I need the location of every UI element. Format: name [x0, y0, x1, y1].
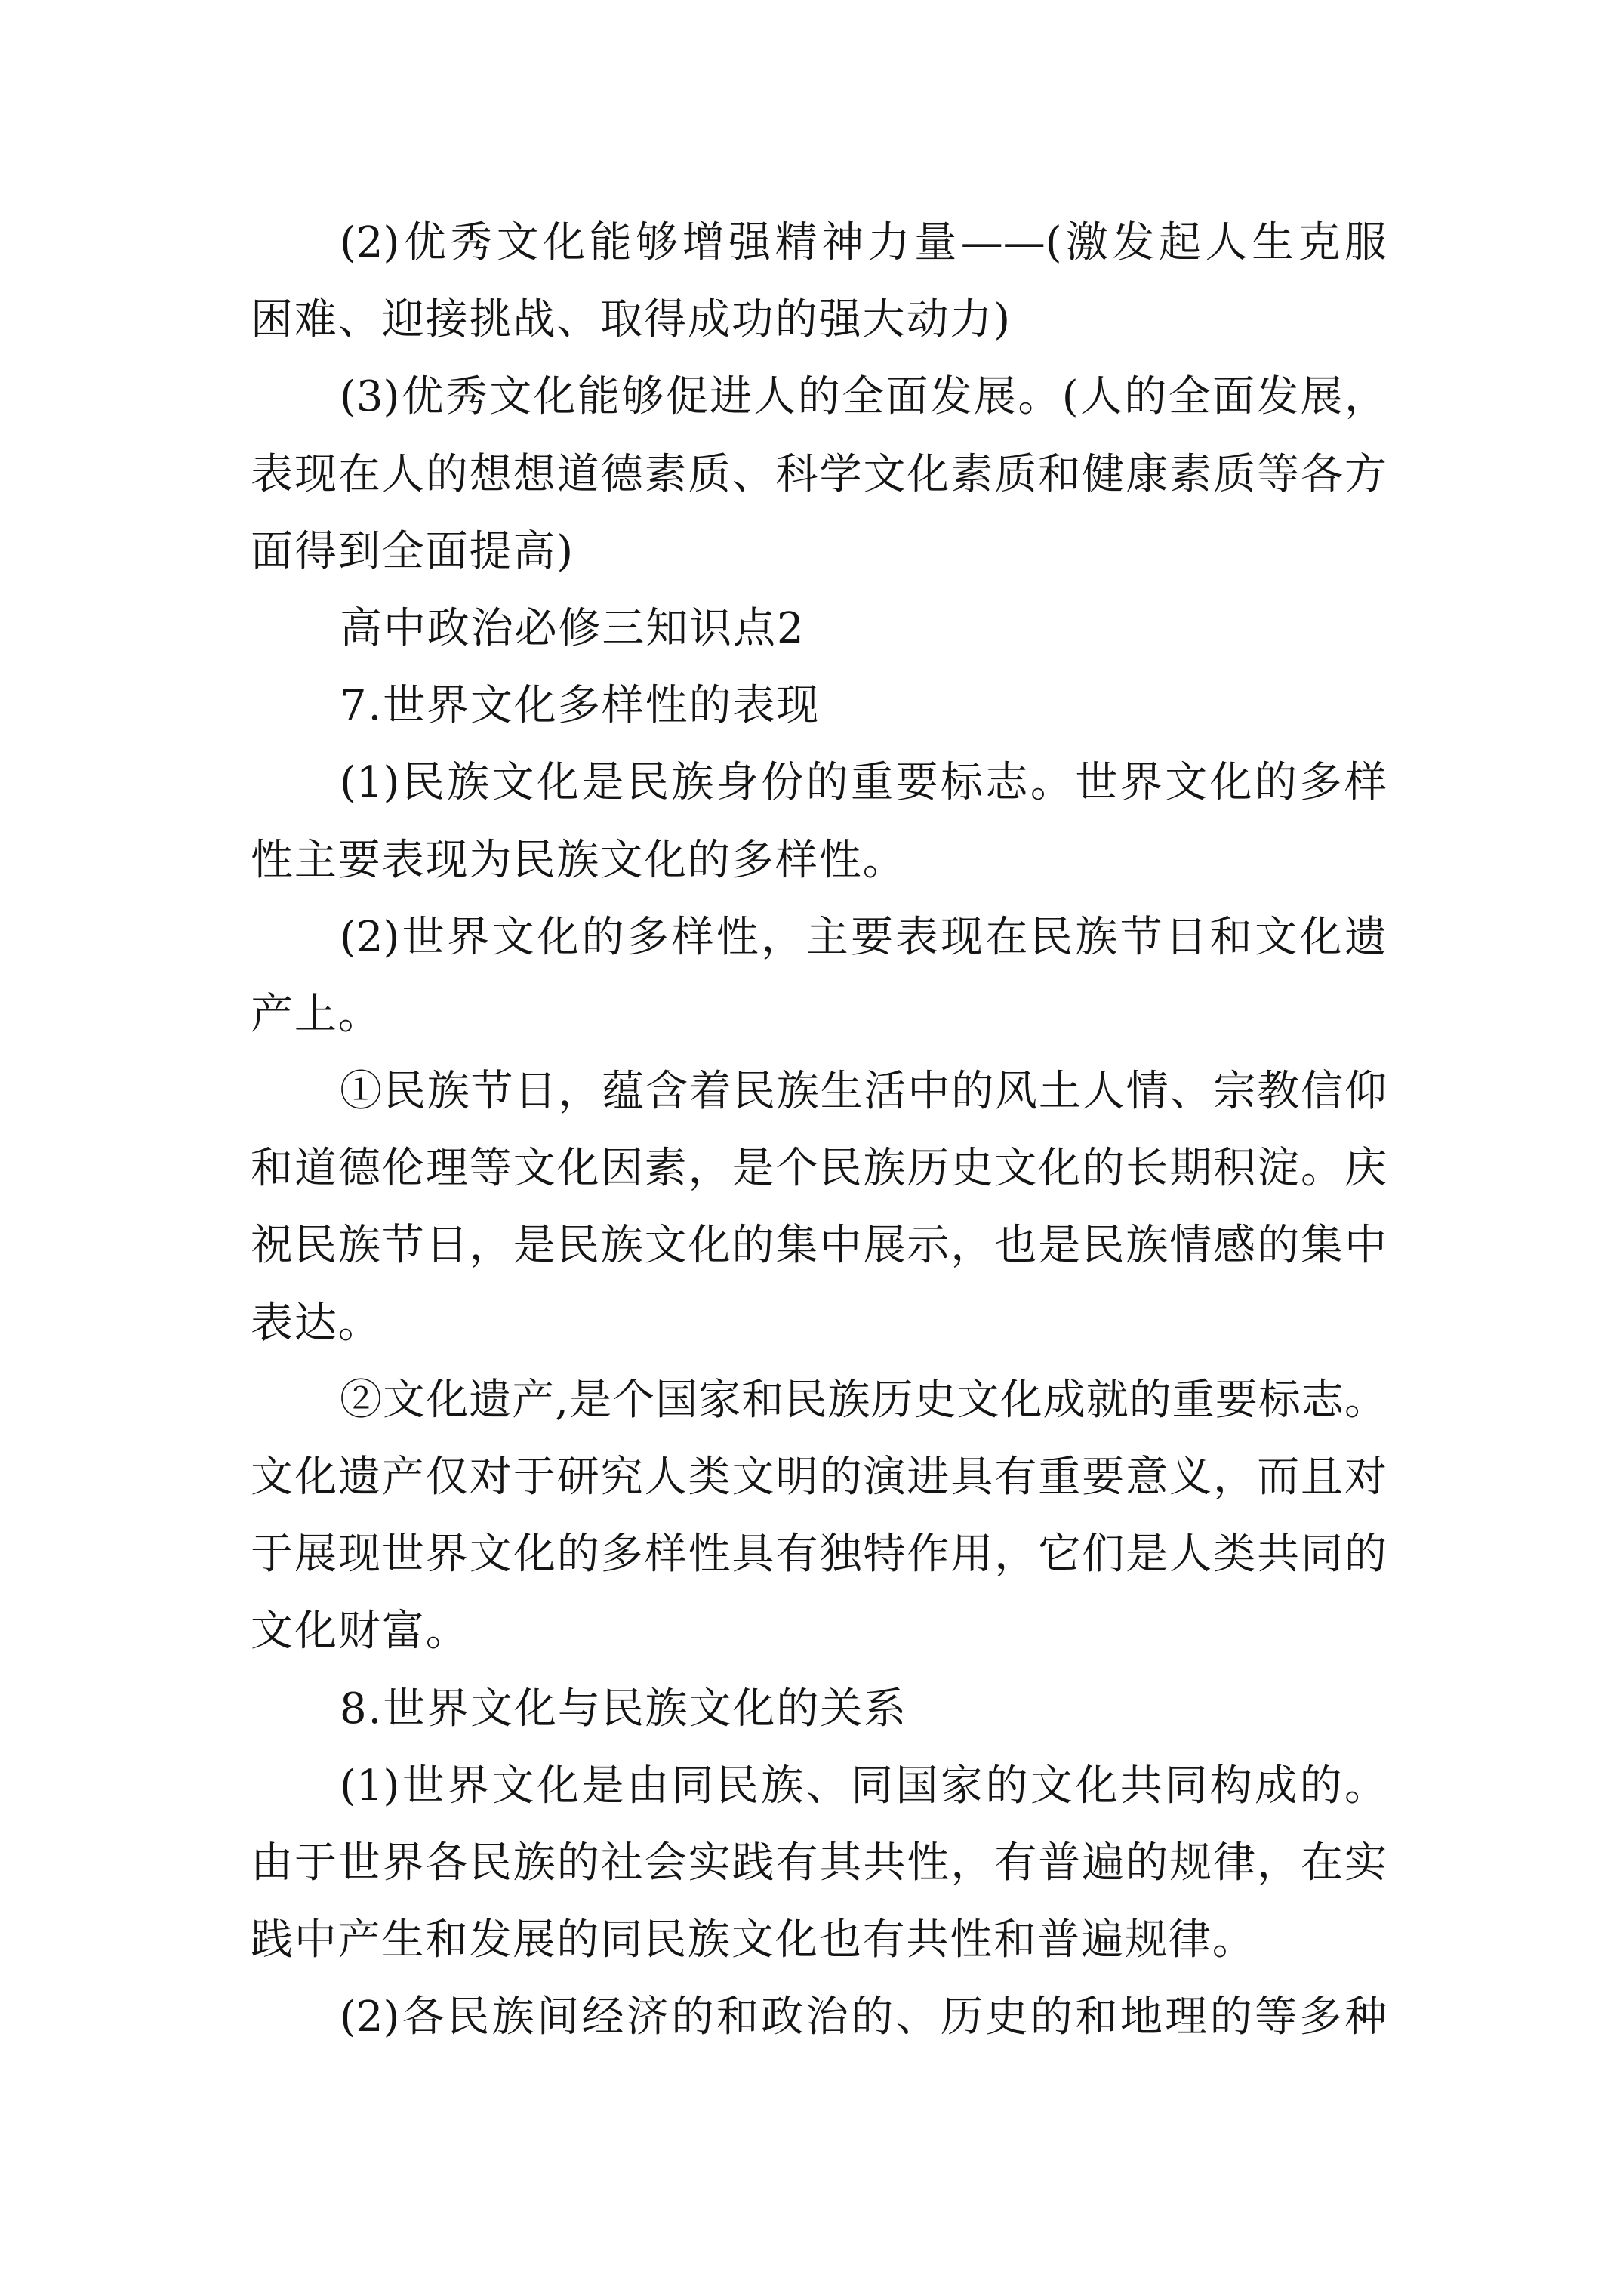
text-line: 表现在人的想想道德素质、科学文化素质和健康素质等各方: [251, 449, 1387, 499]
text-line: 文化遗产仅对于研究人类文明的演进具有重要意义，而且对: [251, 1453, 1387, 1502]
text-line: 和道德伦理等文化因素，是个民族历史文化的长期积淀。庆: [251, 1144, 1387, 1194]
text-line: (3)优秀文化能够促进人的全面发展。(人的全面发展，: [340, 372, 1387, 422]
text-line: ①民族节日，蕴含着民族生活中的风土人情、宗教信仰: [340, 1067, 1387, 1117]
text-line: 由于世界各民族的社会实践有其共性，有普遍的规律，在实: [251, 1838, 1387, 1888]
text-line: (2)优秀文化能够增强精神力量——(激发起人生克服: [340, 218, 1387, 267]
text-line: 践中产生和发展的同民族文化也有共性和普遍规律。: [251, 1915, 1256, 1965]
text-line: 高中政治必修三知识点2: [340, 603, 805, 653]
text-line: (2)世界文化的多样性，主要表现在民族节日和文化遗: [340, 912, 1387, 962]
paragraph: [251, 359, 1387, 590]
text-line: (1)民族文化是民族身份的重要标志。世界文化的多样: [340, 758, 1387, 808]
text-line: 祝民族节日，是民族文化的集中展示，也是民族情感的集中: [251, 1221, 1387, 1271]
text-line: 性主要表现为民族文化的多样性。: [251, 835, 907, 885]
paragraph: [251, 1362, 1387, 1671]
paragraph: [251, 899, 1387, 1053]
paragraph: [251, 744, 1387, 898]
section-heading: [251, 590, 1387, 667]
text-line: 7.世界文化多样性的表现: [340, 681, 821, 731]
document-body: [251, 205, 1387, 2057]
text-line: 文化财富。: [251, 1607, 470, 1657]
text-line: (2)各民族间经济的和政治的、历史的和地理的等多种: [340, 1992, 1387, 2042]
text-line: 面得到全面提高): [251, 526, 575, 576]
text-line: 于展现世界文化的多样性具有独特作用，它们是人类共同的: [251, 1530, 1387, 1579]
text-line: 困难、迎接挑战、取得成功的强大动力): [251, 295, 1012, 345]
paragraph: [251, 1053, 1387, 1362]
text-line: (1)世界文化是由同民族、同国家的文化共同构成的。: [340, 1761, 1387, 1811]
paragraph: [251, 1979, 1387, 2056]
section-heading: [251, 1671, 1387, 1748]
paragraph: [251, 1748, 1387, 1980]
text-line: 表达。: [251, 1298, 382, 1348]
text-line: 8.世界文化与民族文化的关系: [340, 1684, 908, 1734]
text-line: ②文化遗产,是个国家和民族历史文化成就的重要标志。: [340, 1375, 1387, 1425]
section-heading: [251, 667, 1387, 744]
text-line: 产上。: [251, 989, 382, 1039]
paragraph: [251, 205, 1387, 359]
